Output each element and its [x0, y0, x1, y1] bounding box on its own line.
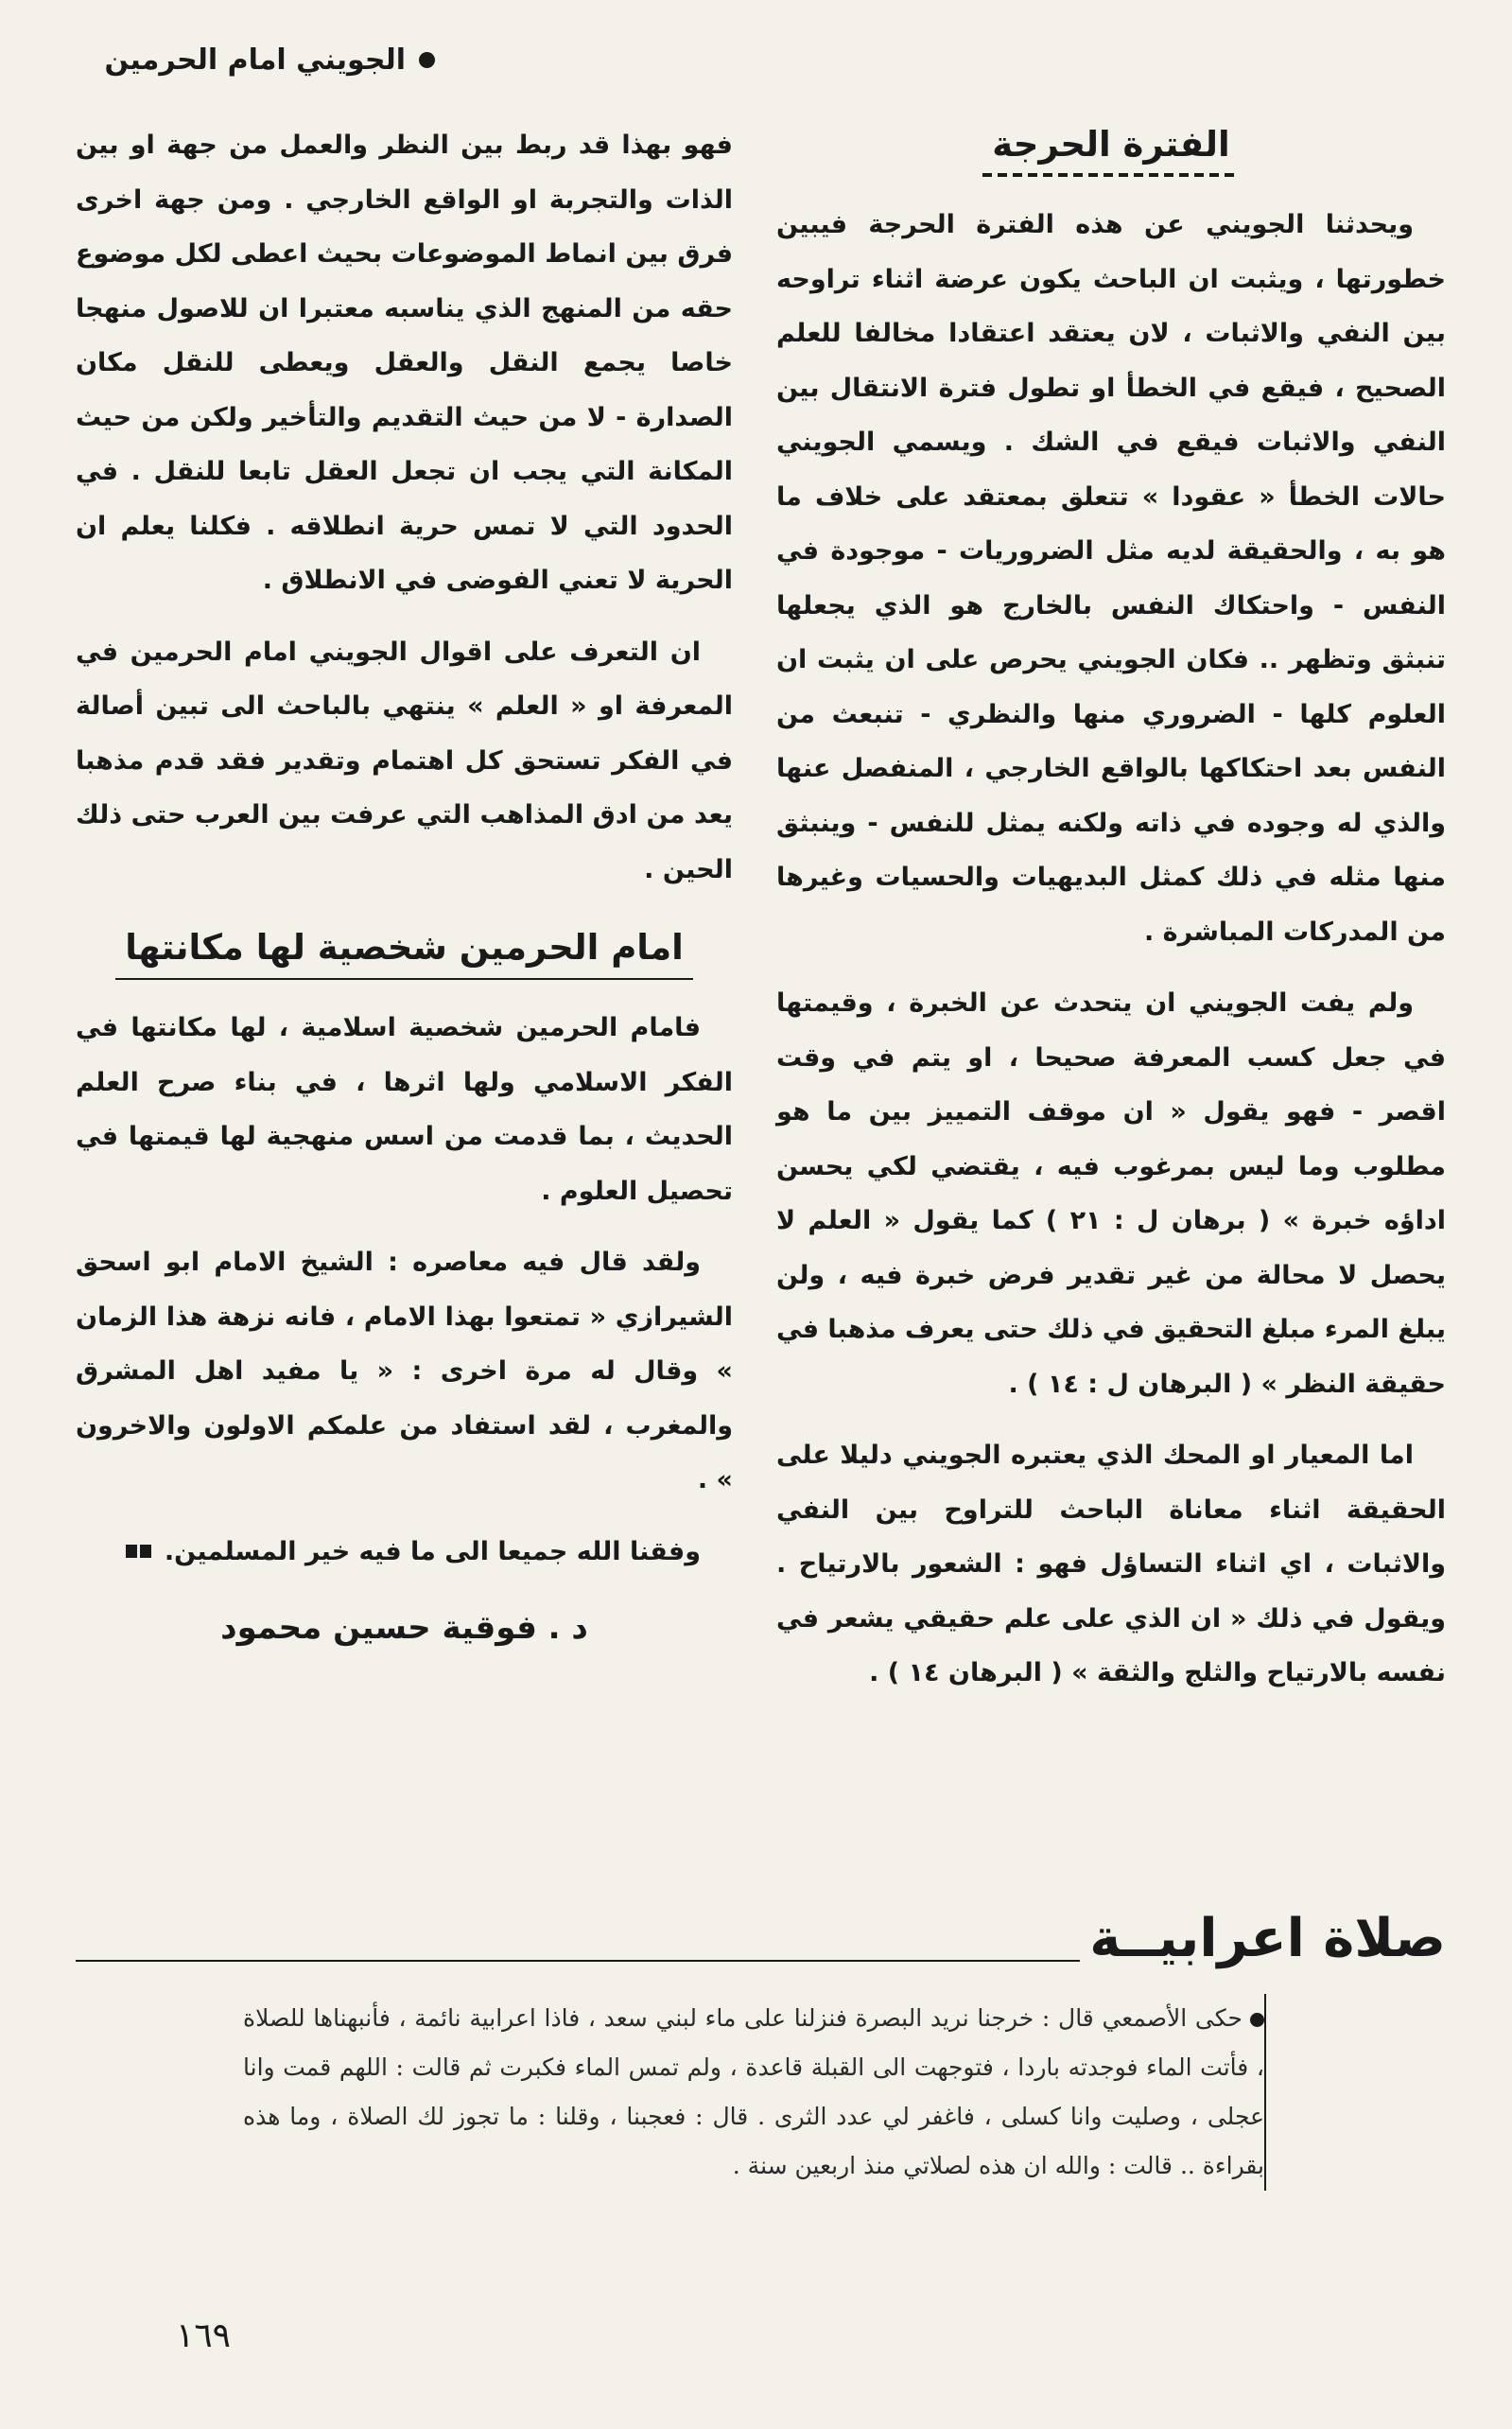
paragraph: ولم يفت الجويني ان يتحدث عن الخبرة ، وقيمتها في جعل كسب المعرفة صحيحا ، او يتم في وقت اقصر - فهو يقول « ان موقف التمييز بين ما هو مطلوب وما ليس بمرغوب فيه ، يقتضي لكي يحسن اداؤه خبرة » ( برهان ل : ٢١ ) كما يقول « العلم لا يحصل لا محالة من غير تقدير فرض خبرة فيه ، ولن يبلغ المرء مبلغ التحقيق في ذلك حتى يعرف مذهبا في حقيقة النظر » ( البرهان ل : ١٤ ) .: [776, 988, 1446, 1399]
paragraph: ان التعرف على اقوال الجويني امام الحرمين في المعرفة او « العلم » ينتهي بالباحث الى تبين أصالة في الفكر تستحق كل اهتمام وتقدير فقد قدم مذهبا يعد من ادق المذاهب التي عرفت بين العرب حتى ذلك الحين .: [76, 637, 733, 884]
box-title: صلاة اعرابيــة: [1089, 1908, 1446, 1969]
end-mark-icon: [126, 1545, 151, 1558]
right-column: [776, 118, 1446, 1718]
divider: [76, 1960, 1080, 1962]
running-head: [76, 44, 435, 77]
anecdote-body: [243, 1994, 1264, 2191]
paragraph: فامام الحرمين شخصية اسلامية ، لها مكانتها في الفكر الاسلامي ولها اثرها ، في بناء صرح العلم الحديث ، بما قدمت من اسس منهجية لها قيمتها في تحصيل العلوم .: [76, 1013, 733, 1206]
section-title-text: امام الحرمين شخصية لها مكانتها: [115, 921, 693, 980]
closing-line: [76, 1525, 733, 1580]
author-signature: د . فوقية حسين محمود: [220, 1609, 588, 1647]
anecdote-text: حكى الأصمعي قال : خرجنا نريد البصرة فنزلنا على ماء لبني سعد ، فاذا اعرابية نائمة ، فأنبهناها للصلاة ، فأتت الماء فوجدته باردا ، فتوجهت الى القبلة قاعدة ، ولم تمس الماء فكبرت ثم قالت : اللهم قمت وانا عجلى ، وصليت وانا كسلى ، فاغفر لي عدد الثرى . قال : فعجبنا ، وقلنا : ما تجوز لك الصلاة ، وما هذه بقراءة .. قالت : والله ان هذه لصلاتي منذ اربعين سنة .: [243, 2004, 1264, 2179]
paragraph: اما المعيار او المحك الذي يعتبره الجويني دليلا على الحقيقة اثناء معاناة الباحث للتراوح بين النفي والاثبات ، اي اثناء التساؤل فهو : الشعور بالارتياح . ويقول في ذلك « ان الذي على علم حقيقي يشعر في نفسه بالارتياح والثلج والثقة » ( البرهان ١٤ ) .: [776, 1441, 1446, 1687]
left-column: [76, 118, 733, 1656]
bullet-icon: [1250, 2013, 1264, 2027]
bullet-icon: [419, 52, 435, 68]
anecdote-box: [200, 1994, 1266, 2191]
paragraph: ولقد قال فيه معاصره : الشيخ الامام ابو اسحق الشيرازي « تمتعوا بهذا الامام ، فانه نزهة هذا الزمان » وقال له مرة اخرى : « يا مفيد اهل المشرق والمغرب ، لقد استفاد من علمكم الاولون والاخرون » .: [76, 1248, 733, 1494]
paragraph: ويحدثنا الجويني عن هذه الفترة الحرجة فيبين خطورتها ، ويثبت ان الباحث يكون عرضة اثناء تراوحه بين النفي والاثبات ، لان يعتقد اعتقادا مخالفا للعلم الصحيح ، فيقع في الخطأ او تطول فترة الانتقال بين النفي والاثبات فيقع في الشك . ويسمي الجويني حالات الخطأ « عقودا » تتعلق بمعتقد على خلاف ما هو به ، والحقيقة لديه مثل الضروريات - موجودة في النفس - واحتكاك النفس بالخارج هو الذي يجعلها تنبثق وتظهر .. فكان الجويني يحرص على ان يثبت ان العلوم كلها - الضروري منها والنظري - تنبعث من النفس بعد احتكاكها بالواقع الخارجي ، المنفصل عنها والذي له وجوده في ذاته ولكنه يمثل للنفس - وينبثق منها مثله في ذلك كمثل البديهيات والحسيات وغيرها من المدركات المباشرة .: [776, 210, 1446, 947]
section-title-text: الفترة الحرجة: [982, 118, 1239, 177]
running-head-text: الجويني امام الحرمين: [104, 44, 406, 77]
paragraph: فهو بهذا قد ربط بين النظر والعمل من جهة او بين الذات والتجربة او الواقع الخارجي . ومن جهة اخرى فرق بين انماط الموضوعات بحيث اعطى لكل موضوع حقه من المنهج الذي يناسبه معتبرا ان للاصول منهجا خاصا يجمع النقل والعقل ويعطى للنقل مكان الصدارة - لا من حيث التقديم والتأخير ولكن من حيث المكانة التي يجب ان تجعل العقل تابعا للنقل . في الحدود التي لا تمس حرية انطلاقه . فكلنا يعلم ان الحرية لا تعني الفوضى في الانطلاق .: [76, 131, 733, 595]
closing-text: وفقنا الله جميعا الى ما فيه خير المسلمين.: [164, 1536, 701, 1566]
box-header: [76, 1892, 1446, 1977]
section-title: [76, 921, 733, 980]
page-number: ١٦٩: [176, 2316, 232, 2355]
section-title: [776, 118, 1446, 177]
